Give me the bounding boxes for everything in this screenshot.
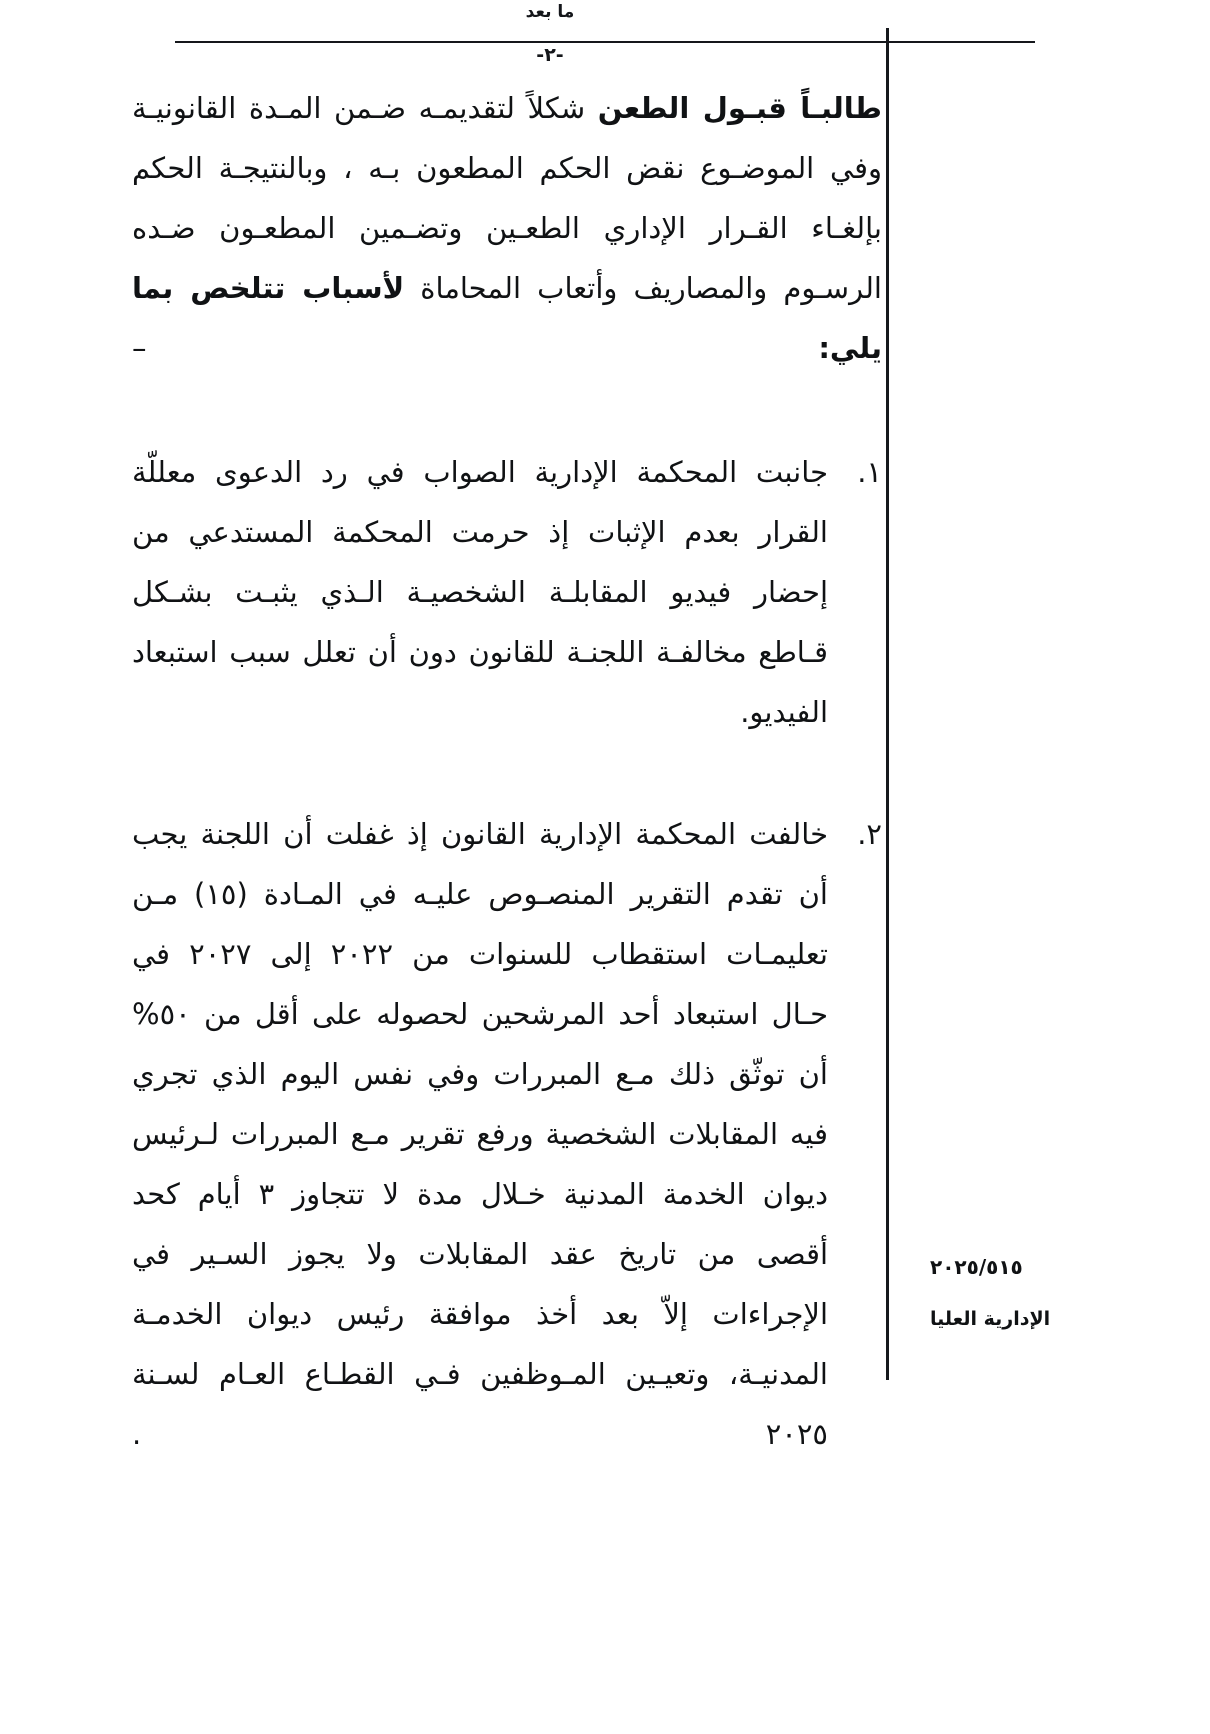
opening-bold-lead: طالبـاً قبـول الطعن — [597, 91, 882, 125]
document-header — [0, 0, 1210, 72]
document-body — [132, 78, 882, 1526]
margin-rule — [886, 28, 889, 1380]
opening-bold-tail: لأسباب تتلخص بما يلي: — [132, 271, 882, 365]
numbered-list — [132, 442, 882, 1524]
list-item-text: جانبت المحكمة الإدارية الصواب في رد الدعوى معللّة القرار بعدم الإثبات إذ حرمت المحكمة المستدعي من إحضار فيديو المقابلـة الشخصيـة الـذي يثبـت بشـكل قـاطع مخالفـة اللجنـة للقانون دون أن تعلل سبب استبعاد الفيديو. — [132, 455, 828, 729]
header-divider — [175, 41, 1035, 43]
page-number: -٢- — [536, 44, 564, 66]
opening-paragraph — [132, 78, 882, 438]
list-item-marker: ٢. — [857, 817, 882, 851]
court-name-label: الإدارية العليا — [930, 1308, 1051, 1330]
opening-text-1: شكلاً لتقديمـه ضـمن المـدة القانونيـة وفي الموضـوع نقض الحكم المطعون بـه ، وبالنتيجـة الحكم بإلغـاء القـرار الإداري الطعـين وتضـمين المطعـون ضـده الرسـوم والمصاريف وأتعاب المحاماة — [132, 91, 882, 305]
list-item-text: خالفت المحكمة الإدارية القانون إذ غفلت أن اللجنة يجب أن تقدم التقرير المنصـوص عليـه في المـادة (١٥) مـن تعليمـات استقطاب للسنوات من ٢٠٢٢ إلى ٢٠٢٧ في حـال استبعاد أحد المرشحين لحصوله على أقل من ٥٠% أن توثّق ذلك مـع المبررات وفي نفس اليوم الذي تجري فيه المقابلات الشخصية ورفع تقرير مـع المبررات لـرئيس ديوان الخدمة المدنية خـلال مدة لا تتجاوز ٣ أيام كحد أقصى من تاريخ عقد المقابلات ولا يجوز السـير في الإجراءات إلاّ بعد أخذ موافقة رئيس ديوان الخدمـة المدنيـة، وتعيـين المـوظفين فـي القطـاع العـام لسـنة ٢٠٢٥ . — [132, 817, 828, 1451]
footer-stamp — [930, 1252, 1160, 1334]
list-item-marker: ١. — [857, 455, 882, 489]
opening-text-2: – — [132, 331, 819, 365]
header-note: ما بعد — [525, 2, 575, 22]
list-item — [132, 804, 882, 1524]
case-reference-number: ٢٠٢٥/٥١٥ — [930, 1255, 1023, 1279]
list-item — [132, 442, 882, 802]
